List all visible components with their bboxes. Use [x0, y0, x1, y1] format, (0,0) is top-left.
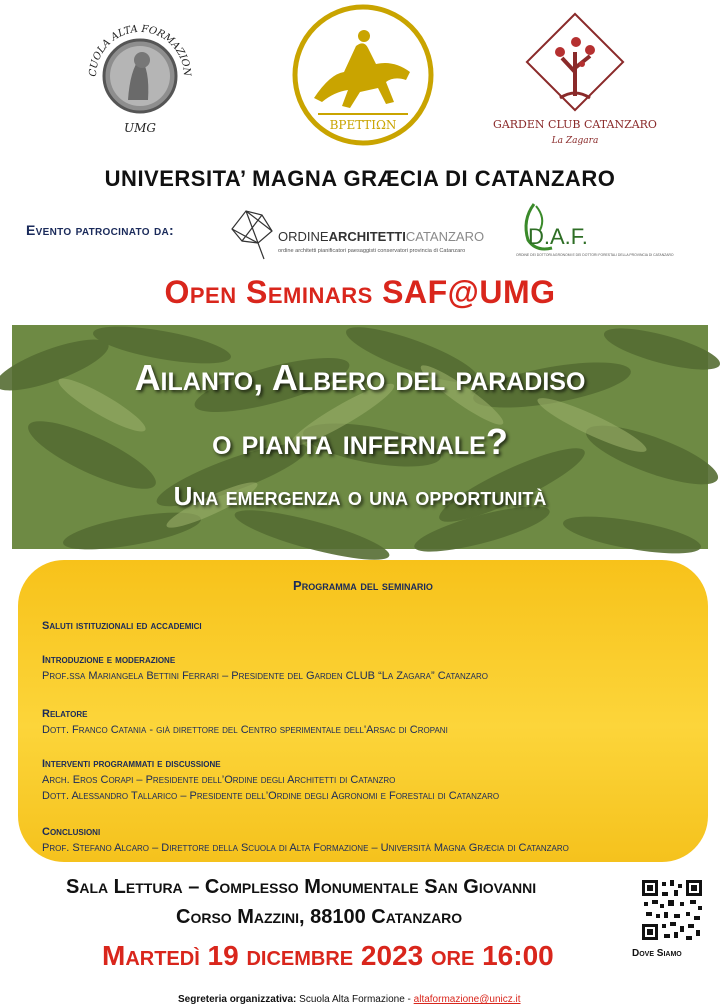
program-title: Programma del seminario	[293, 578, 433, 593]
topic-banner	[12, 325, 708, 549]
intro-text: Prof.ssa Mariangela Bettini Ferrari – Presidente del Garden CLUB “La Zagara” Catanzaro	[42, 670, 489, 682]
program-greetings	[42, 618, 202, 634]
footer-org: Scuola Alta Formazione -	[299, 994, 411, 1005]
seminar-series-title: Open Seminars SAF@UMG	[164, 274, 556, 310]
conclusions-text: Prof. Stefano Alcaro – Direttore della Scuola di Alta Formazione – Università Magna Græcia di Catanzaro	[42, 842, 569, 854]
program-intro	[42, 652, 488, 684]
intro-heading: Introduzione e moderazione	[42, 654, 176, 666]
qr-code-icon	[640, 878, 704, 942]
arch-name-c: CATANZARO	[405, 229, 485, 244]
sponsor-label: Evento patrocinato da:	[26, 222, 175, 238]
umg-label: UMG	[124, 121, 156, 135]
event-datetime: Martedì 19 dicembre 2023 ore 16:00	[102, 940, 554, 971]
talks-item-2: Dott. Alessandro Tallarico – Presidente dell’Ordine degli Agronomi e Forestali di Catanzaro	[42, 790, 500, 802]
speaker-text: Dott. Franco Catania - già direttore del Centro sperimentale dell'Arsac di Cropani	[42, 724, 448, 736]
arch-name-b: ARCHITETTI	[328, 229, 406, 244]
arch-name-a: ORDINE	[278, 229, 329, 244]
daf-logo	[512, 200, 674, 264]
program-speaker	[42, 706, 448, 738]
venue-line-1: Sala Lettura – Complesso Monumentale San Giovanni	[66, 876, 537, 898]
brettion-logo	[290, 2, 436, 148]
umg-ring-text: CUOLA ALTA FORMAZION	[87, 23, 193, 77]
umg-school-logo	[78, 10, 202, 140]
footer-email-link[interactable]: altaformazione@unicz.it	[413, 994, 521, 1005]
daf-sub: ORDINE DEI DOTTORI AGRONOMI E DEI DOTTORI FORESTALI DELLA PROVINCIA DI CATANZARO	[516, 253, 674, 257]
location-qr-code[interactable]	[640, 878, 704, 942]
banner-line-3: Una emergenza o una opportunità	[173, 481, 547, 511]
talks-item-1: Arch. Eros Corapi – Presidente dell’Ordine degli Architetti di Catanzro	[42, 774, 396, 786]
program-panel	[18, 560, 708, 862]
venue-line-2: Corso Mazzini, 88100 Catanzaro	[176, 906, 463, 928]
garden-club-title: GARDEN CLUB CATANZARO	[493, 118, 657, 131]
program-talks	[42, 756, 499, 804]
garden-club-logo	[480, 12, 670, 152]
greetings-heading: Saluti istituzionali ed accademici	[42, 620, 202, 632]
arch-sub: ordine architetti pianificatori paesaggisti conservatori provincia di Catanzaro	[278, 248, 466, 254]
conclusions-heading: Conclusioni	[42, 826, 101, 838]
daf-label: D.A.F.	[528, 224, 588, 249]
footer-label: Segreteria organizzativa:	[178, 994, 297, 1005]
banner-line-2: o pianta infernale?	[212, 421, 508, 462]
svg-text:ORDINEARCHITETTICATANZARO	[278, 229, 484, 244]
banner-line-1: Ailanto, Albero del paradiso	[134, 357, 586, 398]
speaker-heading: Relatore	[42, 708, 88, 720]
program-conclusions	[42, 824, 569, 856]
garden-club-sub: La Zagara	[551, 136, 599, 146]
brettion-label: ΒΡΕΤΤΙΩΝ	[329, 118, 397, 132]
footer	[178, 994, 521, 1005]
university-title: UNIVERSITA’ MAGNA GRÆCIA DI CATANZARO	[104, 166, 616, 191]
talks-heading: Interventi programmati e discussione	[42, 758, 221, 770]
map-label: Dove Siamo	[632, 948, 682, 959]
ordine-architetti-logo	[228, 207, 503, 263]
